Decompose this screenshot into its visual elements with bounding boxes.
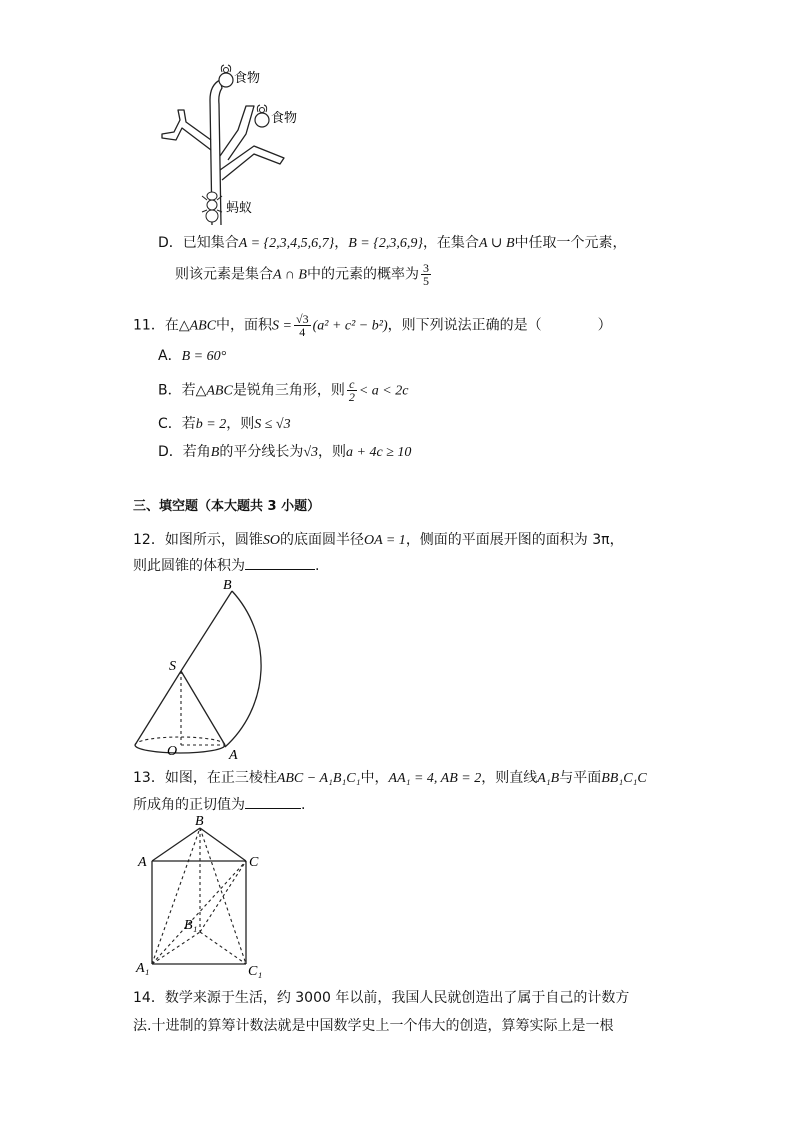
text: . <box>301 797 306 813</box>
text: ，则下列说法正确的是（ ） <box>387 317 612 334</box>
numerator: 3 <box>422 261 429 275</box>
fig-label-A: A <box>138 855 147 870</box>
numerator: √3 <box>296 312 309 326</box>
fig-label-C: C <box>249 855 259 870</box>
prism-figure <box>132 812 272 982</box>
math-union: A ∪ B <box>478 236 515 251</box>
math-intersect: A ∩ B <box>273 267 307 283</box>
fraction <box>347 378 357 403</box>
fig-label-B: B <box>195 814 204 829</box>
text: . <box>315 558 320 574</box>
fig-label-O: O <box>167 744 178 759</box>
text: 中，面积 <box>216 317 273 334</box>
text: C．若 <box>158 416 196 432</box>
food-label-1: 食物 <box>234 71 261 86</box>
text: 的平分线长为 <box>219 444 304 460</box>
text: D．若角 <box>158 444 211 460</box>
text: 则此圆锥的体积为 <box>133 558 245 574</box>
math: SO <box>262 533 280 548</box>
text: 中的元素的概率为 <box>306 266 419 283</box>
text: 是锐角三角形，则 <box>232 382 345 399</box>
q11-stem <box>133 313 612 338</box>
text: ，侧面的平面展开图的面积为 3π， <box>405 532 624 548</box>
text: ，则直线 <box>481 770 538 786</box>
math-triangle: △ABC <box>178 318 217 334</box>
denominator: 5 <box>422 274 429 288</box>
ant-label: 蚂蚁 <box>226 201 253 216</box>
math: S = <box>272 318 292 334</box>
math: BB₁C₁C <box>601 771 647 786</box>
text: A． <box>158 348 182 364</box>
math: OA = 1 <box>363 533 406 548</box>
answer-blank[interactable] <box>245 794 301 809</box>
text: ，则 <box>318 444 347 460</box>
q10-optD-line2 <box>175 262 433 287</box>
math-setB: B = {2,3,6,9} <box>348 236 423 251</box>
text: 13．如图，在正三棱柱 <box>133 770 277 786</box>
denominator: 2 <box>348 390 355 404</box>
q12-line2 <box>133 555 319 576</box>
math: S ≤ √3 <box>254 417 291 432</box>
q11-optC <box>158 414 291 435</box>
math-setA: A = {2,3,4,5,6,7} <box>238 236 335 251</box>
text: 12．如图所示，圆锥 <box>133 532 263 548</box>
text: B．若 <box>158 382 196 399</box>
fig-label-B1: B₁ <box>184 918 198 933</box>
text: ，则 <box>226 416 255 432</box>
text: ， <box>334 235 349 251</box>
fig-label-A: A <box>229 748 238 763</box>
text: 与平面 <box>559 770 602 786</box>
math: B = 60° <box>181 349 227 364</box>
section-heading: 三、填空题（本大题共 3 小题） <box>133 499 321 514</box>
math: < a < 2c <box>358 383 409 399</box>
text: D．已知集合 <box>158 235 239 251</box>
q13-line1 <box>133 768 647 789</box>
q14-line1: 14．数学来源于生活，约 3000 年以前，我国人民就创造出了属于自己的计数方 <box>133 990 630 1006</box>
text: ，在集合 <box>422 235 479 251</box>
text: 所成角的正切值为 <box>133 797 245 813</box>
math: ABC − A₁B₁C₁ <box>276 771 361 786</box>
text: 则该元素是集合 <box>175 266 273 283</box>
q14-line2: 法.十进制的算筹计数法就是中国数学史上一个伟大的创造，算筹实际上是一根 <box>133 1018 614 1034</box>
math: A₁B <box>537 771 560 786</box>
math: (a² + c² − b²) <box>312 318 388 334</box>
math: △ABC <box>195 383 233 399</box>
math: B <box>210 445 220 460</box>
ant-branch-figure <box>150 60 310 225</box>
math: b = 2 <box>195 417 227 432</box>
text: 11．在 <box>133 317 179 334</box>
cone-figure <box>125 575 285 765</box>
fraction <box>294 313 311 338</box>
q11-optA <box>158 346 226 367</box>
text: 的底面圆半径 <box>279 532 364 548</box>
q12-line1 <box>133 530 624 551</box>
text: 中， <box>360 770 389 786</box>
q11-optB <box>158 378 408 403</box>
fig-label-S: S <box>169 659 176 674</box>
q10-optD-line1 <box>158 233 627 254</box>
q11-optD <box>158 442 411 463</box>
denominator: 4 <box>299 325 306 339</box>
math: AA₁ = 4, AB = 2 <box>388 771 482 786</box>
fig-label-A1: A₁ <box>136 961 150 976</box>
fig-label-B: B <box>223 578 232 593</box>
numerator: c <box>347 378 357 391</box>
fraction <box>421 262 431 287</box>
math: √3 <box>303 445 319 460</box>
answer-blank[interactable] <box>245 555 315 570</box>
fig-label-C1: C₁ <box>248 964 263 979</box>
text: 中任取一个元素， <box>514 235 627 251</box>
math: a + 4c ≥ 10 <box>346 445 412 460</box>
food-label-2: 食物 <box>271 111 298 126</box>
